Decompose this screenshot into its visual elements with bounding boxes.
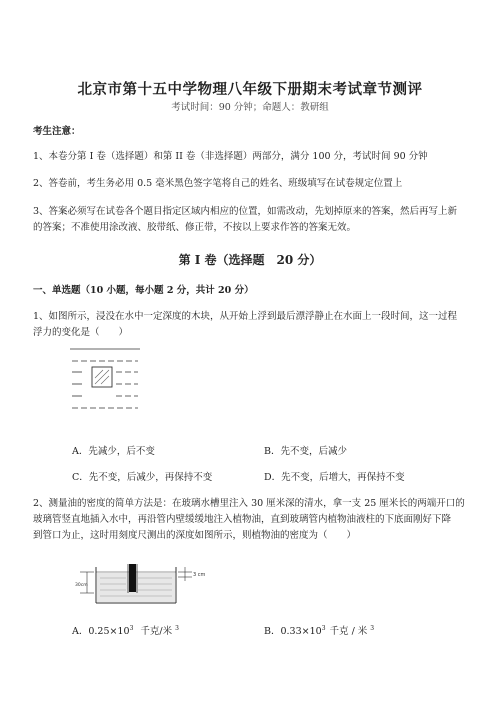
- q1-option-b[interactable]: B．先不变，后减少: [264, 446, 347, 457]
- q2-option-b-exponent: 3: [321, 624, 326, 632]
- notice-heading: 考生注意：: [33, 126, 81, 137]
- q2-option-a-value: A．0.25×10: [72, 626, 130, 637]
- q2-fig-label-side: 30cm: [75, 583, 88, 588]
- q1-water-figure: [68, 343, 148, 415]
- q2-option-b[interactable]: [264, 623, 374, 637]
- q2-option-b-value: B．0.33×10: [264, 626, 322, 637]
- q2-option-a-exponent: 3: [129, 624, 134, 632]
- q1-option-c[interactable]: C．先不变，后减少，再保持不变: [72, 472, 213, 483]
- notice-item-3-line-2: 的答案；不准使用涂改液、胶带纸、修正带，不按以上要求作答的答案无效。: [33, 222, 357, 233]
- q2-option-b-unit: 千克 / 米: [329, 626, 368, 637]
- q2-option-a-unit-exponent: 3: [175, 624, 179, 632]
- section-title: 第 I 卷（选择题 20 分）: [178, 253, 322, 267]
- part1-heading: 一、单选题（10 小题，每小题 2 分，共计 20 分）: [33, 285, 254, 296]
- depth-marker-right: [178, 567, 192, 581]
- q2-option-a-unit: 千克/米: [140, 626, 173, 637]
- q1-option-d[interactable]: D．先不变，后增大，再保持不变: [264, 472, 405, 483]
- q1-option-a[interactable]: A．先减少，后不变: [72, 446, 155, 457]
- q1-stem-line-2: 浮力的变化是（ ）: [33, 327, 129, 338]
- q2-option-b-unit-exponent: 3: [370, 624, 375, 632]
- q2-stem-line-1: 2、测量油的密度的简单方法是：在玻璃水槽里注入 30 厘米深的清水，拿一支 25 厘米长的两端开口的: [33, 498, 465, 509]
- q2-option-a[interactable]: [72, 623, 179, 637]
- notice-item-1: 1、本卷分第 I 卷（选择题）和第 II 卷（非选择题）两部分，满分 100 分，考试时间 90 分钟: [33, 151, 428, 162]
- exam-meta: 考试时间：90 分钟；命题人：教研组: [171, 102, 329, 113]
- q2-tank-figure: [72, 563, 212, 607]
- q2-stem-line-2: 玻璃管竖直地插入水中，再沿管内壁缓缓地注入植物油，直到玻璃管内植物油液柱的下底面刚好下降: [33, 514, 452, 525]
- notice-item-3-line-1: 3、答案必须写在试卷各个题目指定区域内相应的位置，如需改动，先划掉原来的答案，然后再写上新: [33, 206, 458, 217]
- exam-title: 北京市第十五中学物理八年级下册期末考试章节测评: [77, 81, 423, 98]
- q1-stem-line-1: 1、如图所示，浸没在水中一定深度的木块，从开始上浮到最后漂浮静止在水面上一段时间，这一过程: [33, 311, 458, 322]
- q2-stem-line-3: 到管口为止，这时用刻度尺测出的深度如图所示，则植物油的密度为（ ）: [33, 530, 357, 541]
- notice-item-2: 2、答卷前，考生务必用 0.5 毫米黑色签字笔将自己的姓名、班级填写在试卷规定位置上: [33, 178, 403, 189]
- wood-block: [92, 367, 112, 387]
- q2-fig-label-top: 3 cm: [193, 572, 206, 578]
- glass-tube-with-oil: [128, 564, 137, 593]
